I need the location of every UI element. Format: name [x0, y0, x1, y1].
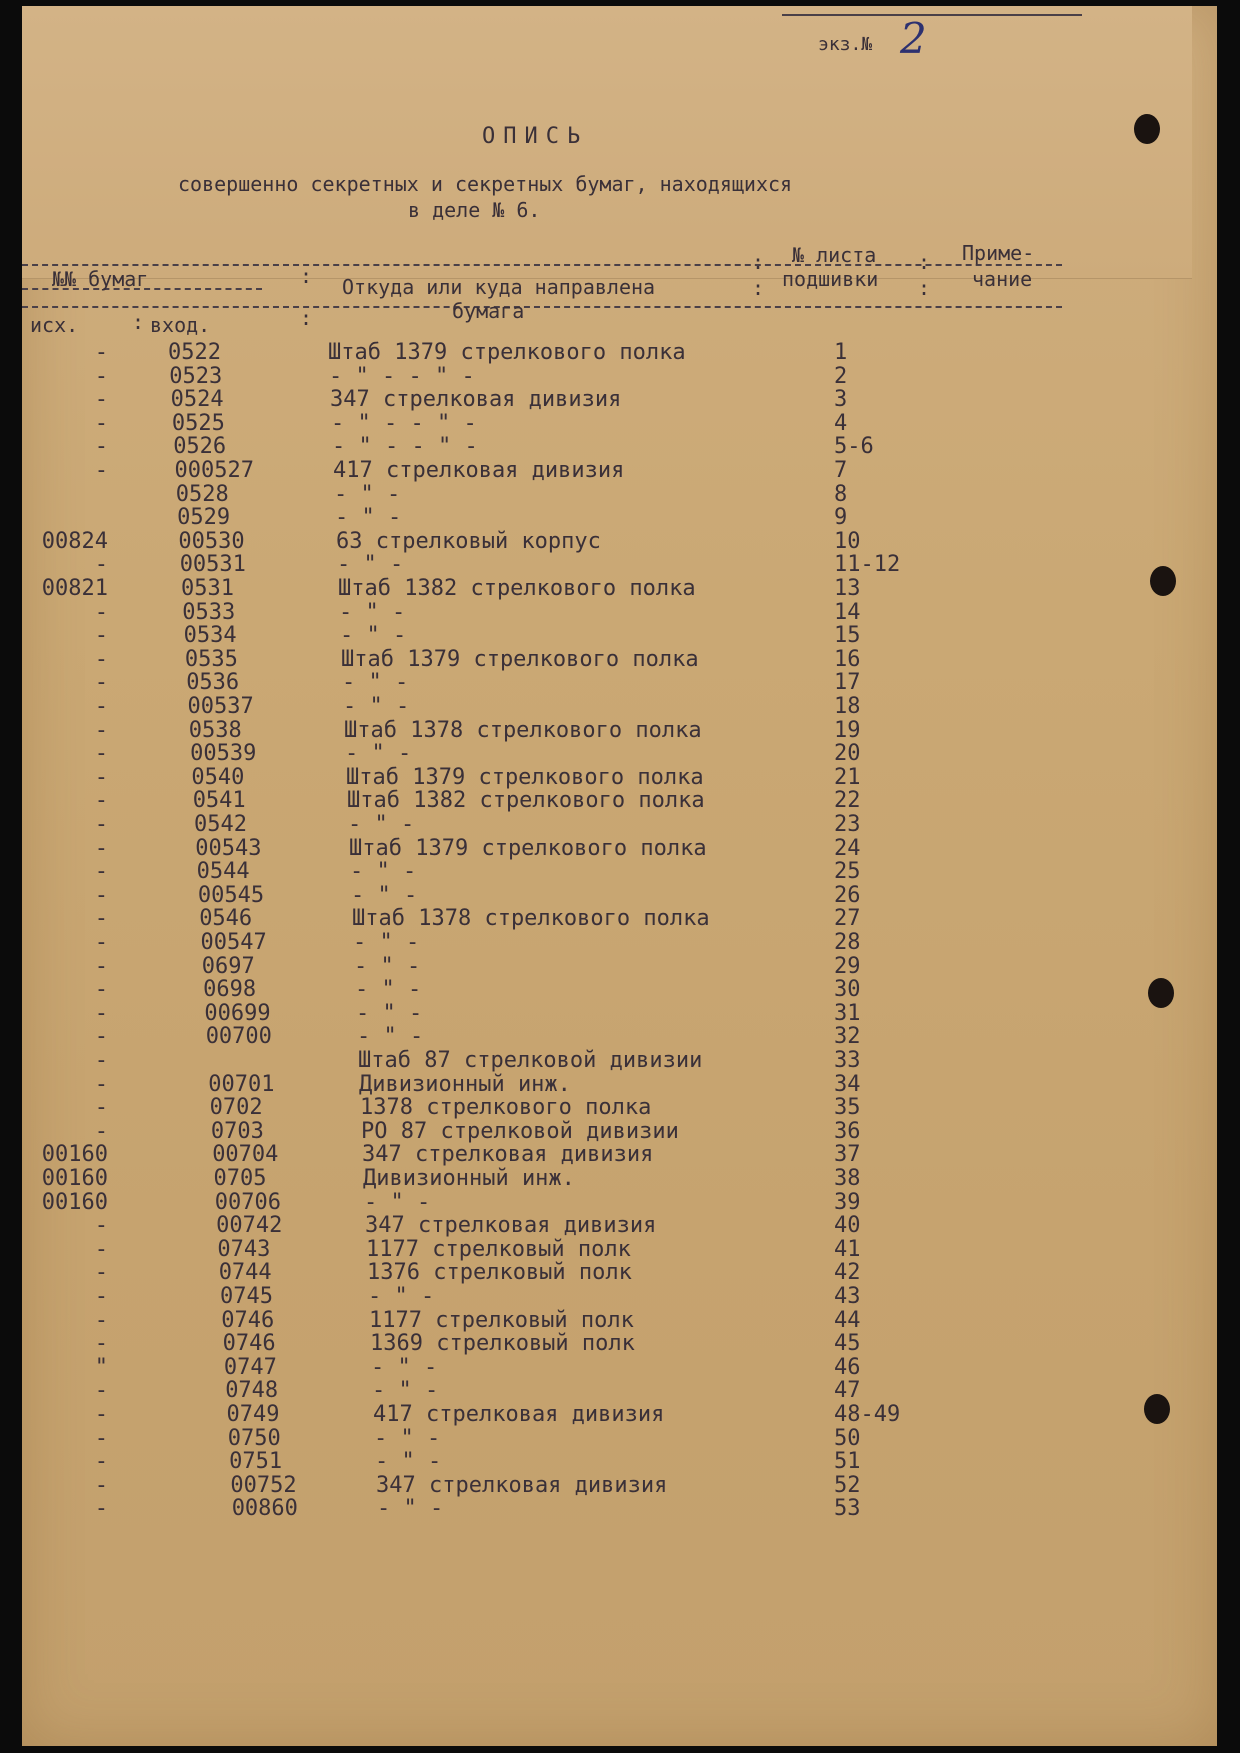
row-incoming-no: 0748 [225, 1378, 279, 1404]
header-colon: : [300, 264, 313, 288]
row-destination: - " - [342, 670, 409, 696]
row-sheet-no: 45 [834, 1331, 861, 1357]
row-sheet-no: 39 [834, 1189, 861, 1215]
row-destination: 347 стрелковая дивизия [365, 1213, 657, 1239]
row-incoming-no: 00545 [197, 882, 265, 908]
row-outgoing-no: - [94, 1378, 108, 1404]
row-destination: Штаб 1382 стрелкового полка [338, 576, 696, 601]
row-sheet-no: 10 [834, 528, 861, 554]
row-destination: 417 стрелковая дивизия [333, 458, 625, 483]
row-incoming-no: 0705 [213, 1166, 267, 1191]
row-destination: Штаб 1379 стрелкового полка [328, 340, 686, 365]
row-destination: 347 стрелковая дивизия [362, 1142, 654, 1168]
row-destination: - " - [335, 505, 402, 531]
row-destination: 417 стрелковая дивизия [373, 1402, 665, 1427]
row-sheet-no: 35 [834, 1095, 861, 1121]
row-incoming-no: 00543 [195, 835, 262, 861]
row-outgoing-no: - [94, 694, 108, 719]
row-incoming-no: 0526 [173, 434, 227, 460]
row-sheet-no: 24 [834, 835, 861, 861]
row-outgoing-no: - [94, 387, 108, 413]
row-outgoing-no: 00160 [41, 1189, 108, 1215]
row-sheet-no: 40 [834, 1213, 861, 1239]
row-incoming-no: 0544 [196, 859, 250, 885]
row-outgoing-no: - [94, 906, 108, 932]
row-outgoing-no: - [94, 670, 108, 696]
row-outgoing-no: - [94, 835, 108, 861]
row-incoming-no: 0750 [227, 1425, 281, 1451]
row-incoming-no: 0546 [199, 906, 253, 932]
row-incoming-no: 0751 [229, 1449, 283, 1475]
row-destination: Штаб 1382 стрелкового полка [347, 788, 705, 814]
row-incoming-no: 0525 [171, 410, 225, 436]
row-incoming-no: 00539 [190, 741, 257, 767]
row-destination: Штаб 1378 стрелкового полка [352, 906, 710, 932]
row-incoming-no: 0702 [209, 1095, 263, 1121]
header-destination-2: бумага [452, 299, 525, 323]
row-destination: 1376 стрелковый полк [367, 1260, 632, 1286]
row-outgoing-no: - [94, 458, 108, 483]
row-destination: Штаб 87 стрелковой дивизии [358, 1048, 703, 1073]
row-incoming-no: 00860 [231, 1496, 298, 1522]
row-sheet-no: 3 [834, 387, 848, 413]
row-incoming-no: 0522 [168, 340, 221, 365]
row-outgoing-no: - [94, 741, 108, 767]
document-sheet [22, 6, 1217, 1746]
row-destination: - " - [334, 481, 401, 507]
row-outgoing-no: - [94, 930, 108, 955]
row-incoming-no: 0698 [203, 977, 257, 1003]
top-overlay-sheet [22, 6, 1192, 279]
header-sheet-no: № листа [792, 243, 877, 267]
header-note-2: чание [972, 267, 1033, 291]
copy-label: экз.№ [818, 34, 873, 55]
row-sheet-no: 21 [834, 764, 861, 790]
row-destination: - " - [354, 953, 421, 979]
row-outgoing-no: 00821 [41, 576, 108, 601]
row-sheet-no: 37 [834, 1142, 861, 1168]
row-incoming-no: 0529 [177, 505, 231, 531]
row-incoming-no: 0540 [191, 764, 245, 790]
row-sheet-no: 23 [834, 812, 861, 837]
row-sheet-no: 1 [834, 340, 848, 365]
row-incoming-no: 00531 [179, 552, 246, 578]
row-sheet-no: 52 [834, 1472, 861, 1498]
row-destination: - " - [368, 1284, 435, 1309]
row-outgoing-no: 00824 [41, 528, 108, 554]
row-incoming-no: 00537 [187, 694, 254, 719]
header-top-rule [22, 264, 1062, 266]
row-incoming-no: 0542 [194, 812, 247, 837]
row-sheet-no: 36 [834, 1118, 861, 1144]
row-outgoing-no: - [94, 1307, 108, 1333]
row-destination: - " - [351, 882, 418, 908]
row-sheet-no: 14 [834, 599, 861, 625]
row-sheet-no: 26 [834, 882, 861, 908]
header-destination: Откуда или куда направлена [342, 275, 656, 299]
row-outgoing-no: - [94, 1449, 108, 1475]
row-sheet-no: 32 [834, 1024, 861, 1050]
row-outgoing-no: - [94, 434, 108, 460]
row-sheet-no: 41 [834, 1236, 861, 1262]
header-papers-no: №№ бумаг [52, 267, 149, 291]
row-sheet-no: 42 [834, 1260, 861, 1286]
row-sheet-no: 19 [834, 717, 861, 743]
row-outgoing-no: - [94, 788, 108, 814]
row-outgoing-no: - [94, 599, 108, 625]
row-destination: 1369 стрелковый полк [370, 1331, 635, 1357]
header-colon: : [918, 250, 931, 274]
row-sheet-no: 13 [834, 576, 861, 601]
row-destination: - " - [375, 1449, 442, 1475]
row-destination: - " - [345, 741, 412, 767]
row-outgoing-no: - [94, 1331, 108, 1357]
row-outgoing-no: - [94, 623, 108, 649]
row-destination: - " - - " - [332, 434, 478, 460]
row-destination: - " - [337, 552, 404, 578]
row-outgoing-no: - [94, 1000, 108, 1026]
copy-number: 2 [900, 14, 927, 63]
row-incoming-no: 0536 [186, 670, 240, 696]
row-sheet-no: 22 [834, 788, 861, 814]
row-sheet-no: 31 [834, 1000, 861, 1026]
row-incoming-no: 0749 [226, 1402, 280, 1427]
row-incoming-no: 0746 [222, 1331, 276, 1357]
row-destination: 1177 стрелковый полк [369, 1307, 634, 1333]
row-destination: РО 87 стрелковой дивизии [361, 1118, 679, 1144]
row-sheet-no: 44 [834, 1307, 861, 1333]
row-outgoing-no: - [94, 1071, 108, 1097]
row-incoming-no: 0531 [181, 576, 234, 601]
row-destination: - " - [371, 1354, 438, 1380]
row-outgoing-no: - [94, 1213, 108, 1239]
row-sheet-no: 15 [834, 623, 861, 649]
punch-hole [1148, 978, 1174, 1008]
row-incoming-no: 0697 [201, 953, 255, 979]
row-destination: - " - [372, 1378, 439, 1404]
row-incoming-no: 00704 [212, 1142, 279, 1168]
row-destination: - " - [339, 599, 406, 625]
row-outgoing-no: - [94, 1118, 108, 1144]
row-outgoing-no: - [94, 717, 108, 743]
row-outgoing-no: - [94, 340, 108, 365]
row-sheet-no: 2 [834, 363, 848, 389]
row-destination: Дивизионный инж. [363, 1166, 575, 1191]
row-sheet-no: 25 [834, 859, 861, 885]
row-outgoing-no: - [94, 1496, 108, 1522]
row-sheet-no: 20 [834, 741, 861, 767]
row-outgoing-no: - [94, 1260, 108, 1286]
row-incoming-no: 0541 [192, 788, 246, 814]
row-incoming-no: 0533 [182, 599, 236, 625]
row-incoming-no: 00752 [230, 1472, 297, 1498]
row-outgoing-no: - [94, 552, 108, 578]
header-incoming: вход. [150, 313, 211, 337]
row-incoming-no: 0703 [210, 1118, 264, 1144]
row-outgoing-no: 00160 [41, 1142, 108, 1168]
row-outgoing-no: - [94, 882, 108, 908]
top-rule [782, 14, 1082, 16]
row-incoming-no: 0746 [221, 1307, 275, 1333]
row-incoming-no: 0743 [217, 1236, 271, 1262]
row-incoming-no: 0523 [169, 363, 223, 389]
row-outgoing-no: - [94, 1236, 108, 1262]
row-destination: 347 стрелковая дивизия [330, 387, 622, 413]
header-colon: : [300, 306, 313, 330]
row-destination: 63 стрелковый корпус [336, 528, 601, 554]
row-destination: - " - [353, 930, 420, 955]
row-outgoing-no: - [94, 1472, 108, 1498]
row-outgoing-no: - [94, 410, 108, 436]
row-incoming-no: 0534 [183, 623, 237, 649]
row-sheet-no: 4 [834, 410, 848, 436]
row-sheet-no: 9 [834, 505, 848, 531]
row-destination: - " - [357, 1024, 424, 1050]
row-destination: 1177 стрелковый полк [366, 1236, 631, 1262]
row-destination: Дивизионный инж. [359, 1071, 571, 1097]
row-incoming-no: 00706 [214, 1189, 282, 1215]
row-incoming-no: 0745 [220, 1284, 273, 1309]
row-destination: - " - [377, 1496, 444, 1522]
row-outgoing-no: - [94, 363, 108, 389]
document-title: ОПИСЬ [482, 124, 589, 149]
row-sheet-no: 46 [834, 1354, 861, 1380]
header-colon: : [752, 250, 765, 274]
row-incoming-no: 00700 [205, 1024, 272, 1050]
row-outgoing-no: - [94, 764, 108, 790]
row-outgoing-no: - [94, 953, 108, 979]
punch-hole [1144, 1394, 1170, 1424]
row-outgoing-no: - [94, 1095, 108, 1121]
row-sheet-no: 38 [834, 1166, 861, 1191]
row-sheet-no: 47 [834, 1378, 861, 1404]
row-outgoing-no: " [94, 1354, 108, 1380]
row-sheet-no: 7 [834, 458, 848, 483]
row-sheet-no: 17 [834, 670, 861, 696]
row-destination: - " - [350, 859, 417, 885]
row-destination: - " - [374, 1425, 441, 1451]
row-sheet-no: 16 [834, 646, 861, 672]
row-incoming-no: 00742 [216, 1213, 283, 1239]
header-sheet-no-2: подшивки [782, 267, 879, 291]
row-sheet-no: 18 [834, 694, 861, 719]
row-destination: - " - [364, 1189, 431, 1215]
row-sheet-no: 33 [834, 1048, 861, 1073]
header-colon: : [132, 310, 145, 334]
row-destination: Штаб 1378 стрелкового полка [344, 717, 702, 743]
row-destination: - " - [348, 812, 415, 837]
row-incoming-no: 00701 [208, 1071, 275, 1097]
punch-hole [1150, 566, 1176, 596]
row-destination: 347 стрелковая дивизия [376, 1472, 668, 1498]
punch-hole [1134, 114, 1160, 144]
document-subtitle [178, 171, 1038, 223]
row-sheet-no: 30 [834, 977, 861, 1003]
row-sheet-no: 27 [834, 906, 861, 932]
row-outgoing-no: - [94, 977, 108, 1003]
header-colon: : [918, 276, 931, 300]
row-destination: - " - [355, 977, 422, 1003]
row-destination: - " - - " - [331, 410, 477, 436]
header-outgoing: исх. [30, 313, 79, 337]
subtitle-line-2: в деле № 6. [408, 198, 541, 222]
row-outgoing-no: 00160 [41, 1166, 108, 1191]
row-sheet-no: 53 [834, 1496, 861, 1522]
row-outgoing-no: - [94, 646, 108, 672]
row-incoming-no: 0538 [188, 717, 242, 743]
row-outgoing-no: - [94, 812, 108, 837]
header-note: Приме- [962, 241, 1035, 265]
row-outgoing-no: - [94, 1425, 108, 1451]
row-sheet-no: 8 [834, 481, 848, 507]
row-sheet-no: 50 [834, 1425, 861, 1451]
row-incoming-no: 0747 [223, 1354, 277, 1380]
row-incoming-no: 0524 [170, 387, 224, 413]
row-sheet-no: 43 [834, 1284, 861, 1309]
row-outgoing-no: - [94, 1048, 108, 1073]
row-incoming-no: 0744 [218, 1260, 272, 1286]
row-sheet-no: 28 [834, 930, 861, 955]
row-destination: - " - [340, 623, 407, 649]
row-sheet-no: 5-6 [834, 434, 874, 460]
row-destination: Штаб 1379 стрелкового полка [346, 764, 704, 790]
row-sheet-no: 11-12 [834, 552, 901, 578]
row-outgoing-no: - [94, 1024, 108, 1050]
row-outgoing-no: - [94, 1284, 108, 1309]
row-outgoing-no: - [94, 859, 108, 885]
row-incoming-no: 00530 [178, 528, 245, 554]
row-sheet-no: 29 [834, 953, 861, 979]
row-destination: - " - [356, 1000, 423, 1026]
row-sheet-no: 48-49 [834, 1402, 901, 1427]
row-sheet-no: 34 [834, 1071, 861, 1097]
row-incoming-no: 000527 [174, 458, 254, 483]
row-incoming-no: 0535 [184, 646, 238, 672]
row-destination: Штаб 1379 стрелкового полка [349, 835, 707, 861]
row-outgoing-no: - [94, 1402, 108, 1427]
row-sheet-no: 51 [834, 1449, 861, 1475]
header-bottom-rule [22, 306, 1062, 308]
row-destination: - " - [343, 694, 410, 719]
row-incoming-no: 0528 [175, 481, 229, 507]
row-destination: 1378 стрелкового полка [360, 1095, 652, 1121]
row-destination: - " - - " - [329, 363, 475, 389]
row-incoming-no: 00547 [200, 930, 267, 955]
row-destination: Штаб 1379 стрелкового полка [341, 646, 699, 672]
subtitle-line-1: совершенно секретных и секретных бумаг, находящихся [178, 172, 793, 196]
row-incoming-no: 00699 [204, 1000, 271, 1026]
header-colon: : [752, 276, 765, 300]
